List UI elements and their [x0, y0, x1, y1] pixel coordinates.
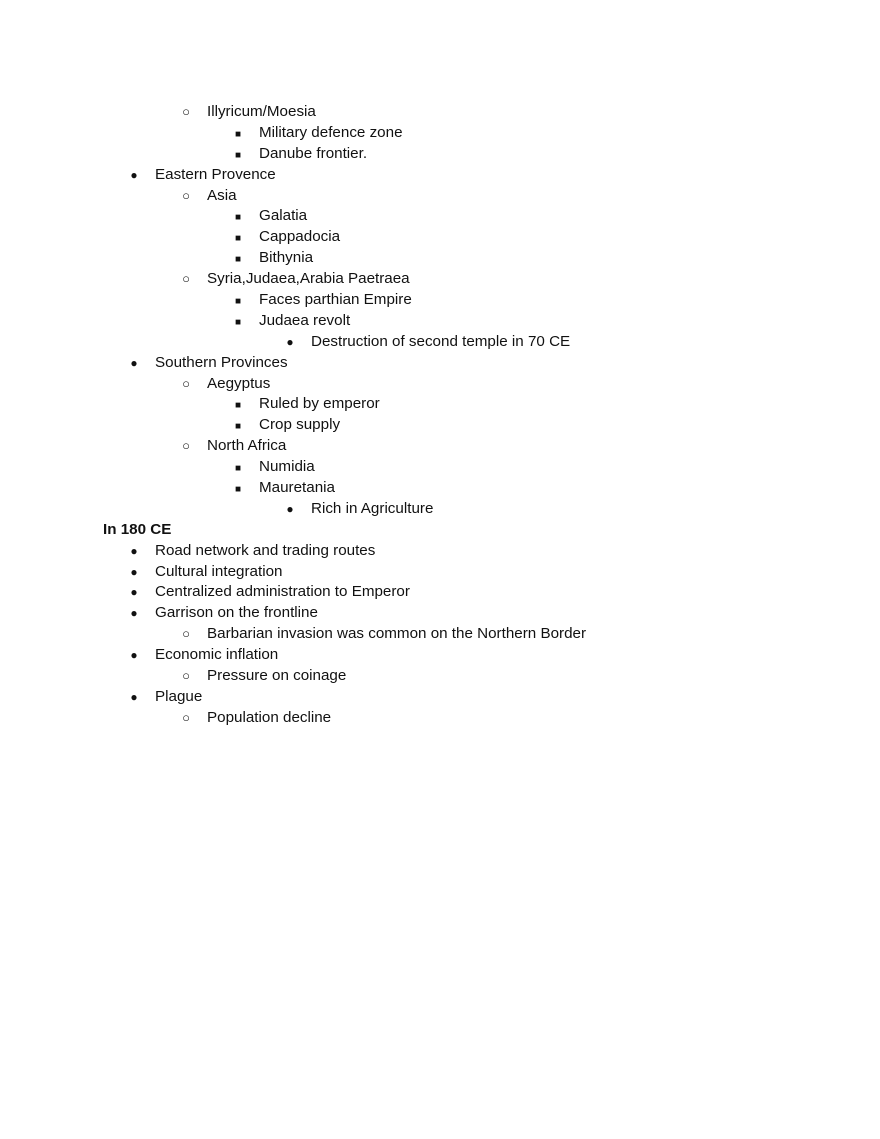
- list-item: [0, 541, 880, 562]
- list-item-text: North Africa: [207, 437, 287, 455]
- disc-bullet-icon: [280, 332, 300, 353]
- list-item-text: Centralized administration to Emperor: [155, 583, 410, 601]
- disc-bullet-icon: [124, 353, 144, 374]
- square-bullet-icon: [228, 415, 248, 438]
- list-item: [0, 102, 880, 123]
- list-item: [0, 290, 880, 311]
- circle-bullet-icon: [176, 102, 196, 123]
- list-item-text: Cappadocia: [259, 228, 341, 246]
- square-bullet-icon: [228, 144, 248, 167]
- list-item: [0, 206, 880, 227]
- list-item-text: Rich in Agriculture: [311, 499, 434, 517]
- list-item: [0, 666, 880, 687]
- list-item-text: Economic inflation: [155, 646, 279, 664]
- disc-bullet-icon: [124, 603, 144, 624]
- disc-bullet-icon: [124, 582, 144, 603]
- disc-bullet-icon: [124, 562, 144, 583]
- list-item: [0, 144, 880, 165]
- list-item: [0, 582, 880, 603]
- list-item-text: Plague: [155, 687, 203, 705]
- section-heading-text: In 180 CE: [103, 520, 172, 538]
- circle-bullet-icon: [176, 708, 196, 729]
- list-item-text: Galatia: [259, 207, 308, 225]
- circle-bullet-icon: [176, 269, 196, 290]
- circle-bullet-icon: [176, 666, 196, 687]
- disc-bullet-icon: [280, 499, 300, 520]
- list-item-text: Military defence zone: [259, 123, 403, 141]
- square-bullet-icon: [228, 311, 248, 334]
- list-item-text: Garrison on the frontline: [155, 604, 318, 622]
- list-item-text: Aegyptus: [207, 374, 271, 392]
- list-item-text: Mauretania: [259, 479, 335, 497]
- list-item-text: Cultural integration: [155, 562, 283, 580]
- list-item: [0, 248, 880, 269]
- list-item-text: Danube frontier.: [259, 144, 368, 162]
- list-item-text: Numidia: [259, 458, 315, 476]
- list-item-text: Crop supply: [259, 416, 341, 434]
- disc-bullet-icon: [124, 541, 144, 562]
- list-item: [0, 603, 880, 624]
- list-item: [0, 687, 880, 708]
- list-item-text: Syria,Judaea,Arabia Paetraea: [207, 270, 410, 288]
- list-item: [0, 186, 880, 207]
- list-item-text: Judaea revolt: [259, 311, 351, 329]
- list-item: [0, 227, 880, 248]
- list-item-text: Bithynia: [259, 249, 314, 267]
- disc-bullet-icon: [124, 687, 144, 708]
- list-item: [0, 645, 880, 666]
- list-item: [0, 436, 880, 457]
- list-item: [0, 269, 880, 290]
- square-bullet-icon: [228, 123, 248, 146]
- list-item: [0, 457, 880, 478]
- list-item-text: Eastern Provence: [155, 165, 276, 183]
- list-item-text: Road network and trading routes: [155, 541, 376, 559]
- disc-bullet-icon: [124, 165, 144, 186]
- list-item: [0, 165, 880, 186]
- list-item: [0, 562, 880, 583]
- list-item: [0, 123, 880, 144]
- circle-bullet-icon: [176, 624, 196, 645]
- circle-bullet-icon: [176, 374, 196, 395]
- list-item: [0, 624, 880, 645]
- list-item: [0, 353, 880, 374]
- list-item-text: Destruction of second temple in 70 CE: [311, 332, 571, 350]
- circle-bullet-icon: [176, 436, 196, 457]
- circle-bullet-icon: [176, 186, 196, 207]
- list-item-text: Population decline: [207, 708, 332, 726]
- list-item: [0, 394, 880, 415]
- list-item-text: Illyricum/Moesia: [207, 103, 316, 120]
- list-item-text: Barbarian invasion was common on the Northern Border: [207, 625, 587, 643]
- document-page: [0, 102, 880, 729]
- square-bullet-icon: [228, 206, 248, 229]
- square-bullet-icon: [228, 394, 248, 417]
- list-item: [0, 499, 880, 520]
- square-bullet-icon: [228, 248, 248, 271]
- list-item: [0, 374, 880, 395]
- list-item: [0, 708, 880, 729]
- list-item: [0, 332, 880, 353]
- disc-bullet-icon: [124, 645, 144, 666]
- list-item: [0, 478, 880, 499]
- square-bullet-icon: [228, 478, 248, 501]
- list-item-text: Asia: [207, 186, 237, 204]
- list-item-text: Faces parthian Empire: [259, 291, 412, 309]
- square-bullet-icon: [228, 290, 248, 313]
- square-bullet-icon: [228, 457, 248, 480]
- list-item-text: Southern Provinces: [155, 353, 288, 371]
- list-item-text: Ruled by emperor: [259, 395, 380, 413]
- list-item: [0, 311, 880, 332]
- section-heading: [0, 520, 880, 541]
- square-bullet-icon: [228, 227, 248, 250]
- list-item: [0, 415, 880, 436]
- list-item-text: Pressure on coinage: [207, 667, 347, 685]
